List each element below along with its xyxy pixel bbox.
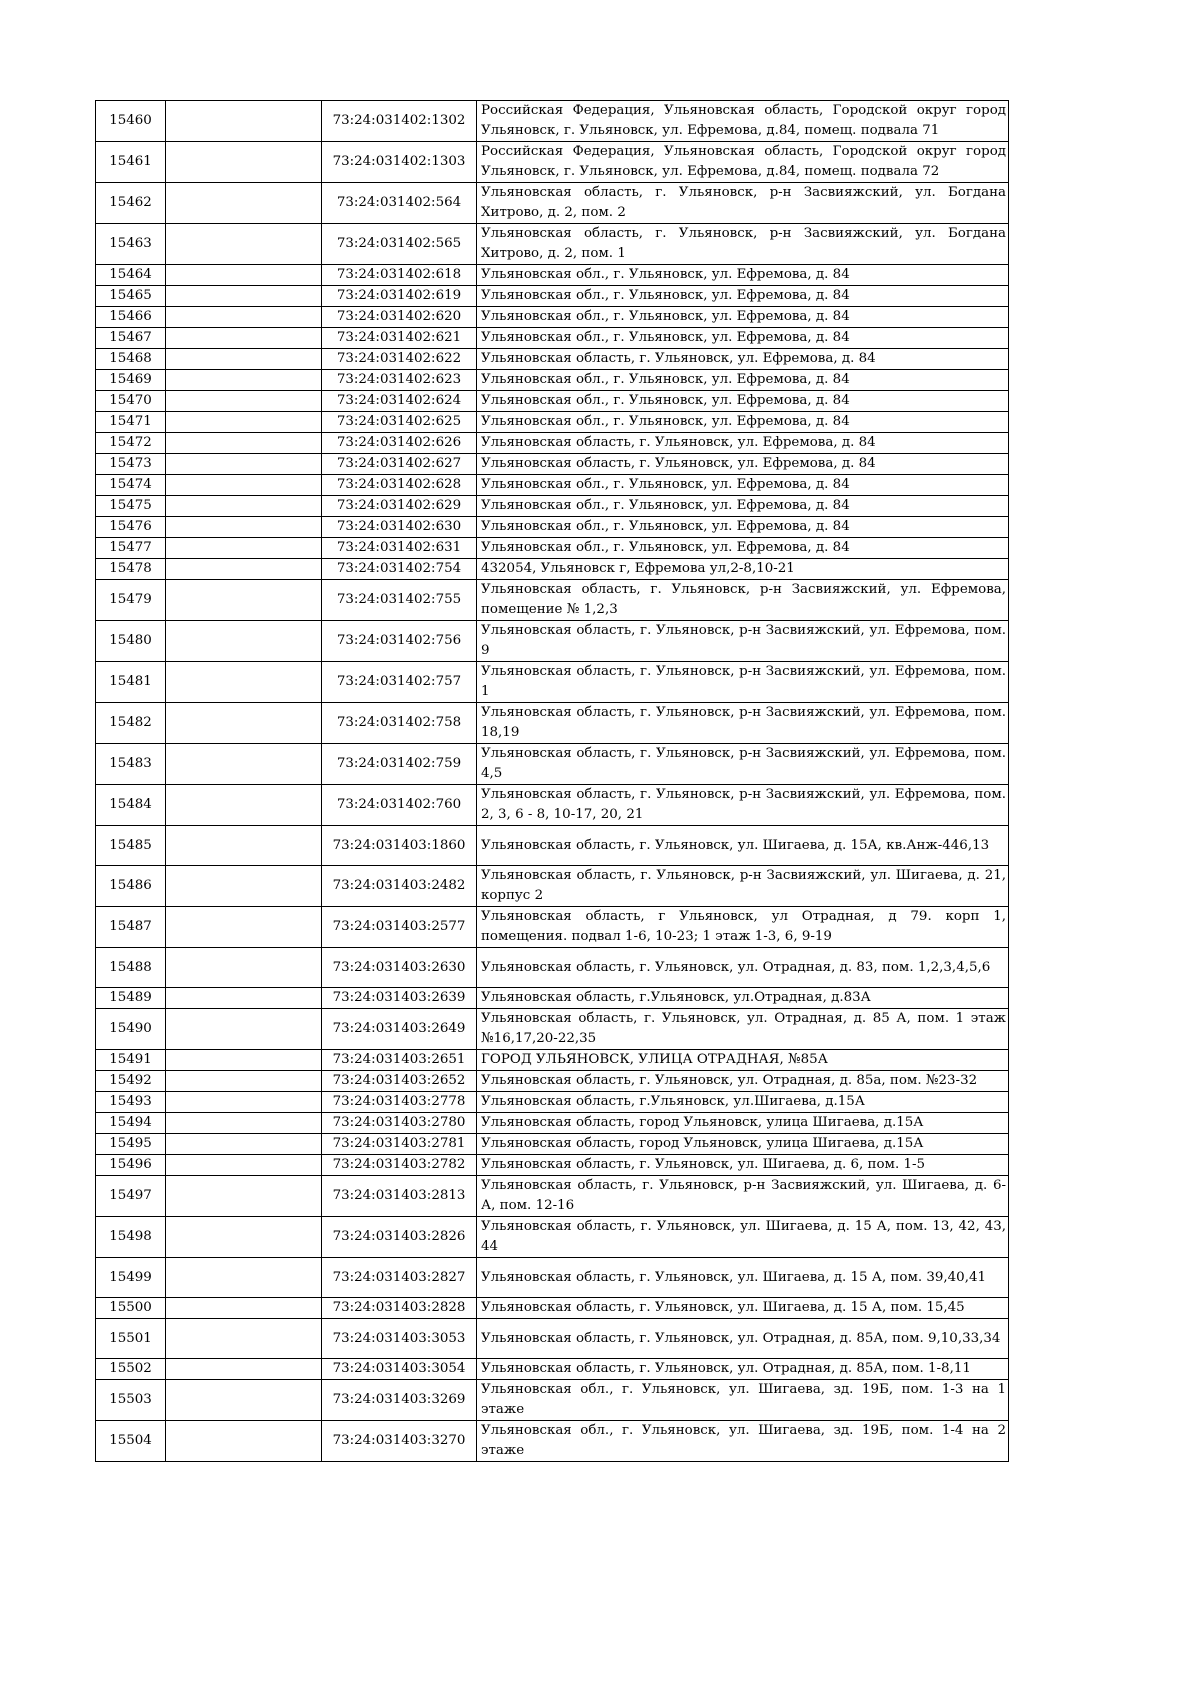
table-row <box>96 1134 1009 1155</box>
table-row <box>96 1092 1009 1113</box>
cadastral-number-cell: 73:24:031402:629 <box>322 496 477 517</box>
row-number-cell: 15491 <box>96 1050 166 1071</box>
address-cell: Ульяновская обл., г. Ульяновск, ул. Ефремова, д. 84 <box>477 538 1009 559</box>
cadastral-number-cell: 73:24:031402:631 <box>322 538 477 559</box>
row-empty-cell <box>166 496 322 517</box>
table-row <box>96 1155 1009 1176</box>
table-row <box>96 286 1009 307</box>
row-empty-cell <box>166 866 322 907</box>
row-empty-cell <box>166 907 322 948</box>
address-cell: Ульяновская область, г. Ульяновск, ул. Ефремова, д. 84 <box>477 433 1009 454</box>
row-number-cell: 15466 <box>96 307 166 328</box>
row-number-cell: 15473 <box>96 454 166 475</box>
row-number-cell: 15500 <box>96 1298 166 1319</box>
table-row <box>96 328 1009 349</box>
row-empty-cell <box>166 1113 322 1134</box>
table-row <box>96 948 1009 988</box>
row-number-cell: 15485 <box>96 826 166 866</box>
row-number-cell: 15484 <box>96 785 166 826</box>
row-number-cell: 15464 <box>96 265 166 286</box>
row-empty-cell <box>166 1155 322 1176</box>
table-row <box>96 1071 1009 1092</box>
cadastral-number-cell: 73:24:031403:1860 <box>322 826 477 866</box>
cadastral-number-cell: 73:24:031402:619 <box>322 286 477 307</box>
address-cell: Ульяновская обл., г. Ульяновск, ул. Ефремова, д. 84 <box>477 286 1009 307</box>
address-cell: Ульяновская область, г. Ульяновск, ул. Шигаева, д. 15 А, пом. 15,45 <box>477 1298 1009 1319</box>
row-empty-cell <box>166 224 322 265</box>
row-number-cell: 15461 <box>96 142 166 183</box>
table-row <box>96 826 1009 866</box>
cadastral-number-cell: 73:24:031402:618 <box>322 265 477 286</box>
address-cell: Ульяновская обл., г. Ульяновск, ул. Шигаева, зд. 19Б, пом. 1-4 на 2 этаже <box>477 1421 1009 1462</box>
cadastral-number-cell: 73:24:031403:2577 <box>322 907 477 948</box>
table-row <box>96 538 1009 559</box>
address-cell: Ульяновская область, г. Ульяновск, ул. Отрадная, д. 85А, пом. 9,10,33,34 <box>477 1319 1009 1359</box>
row-empty-cell <box>166 1421 322 1462</box>
row-empty-cell <box>166 101 322 142</box>
address-cell: Ульяновская область, г. Ульяновск, ул. Отрадная, д. 83, пом. 1,2,3,4,5,6 <box>477 948 1009 988</box>
row-empty-cell <box>166 744 322 785</box>
cadastral-number-cell: 73:24:031403:2827 <box>322 1258 477 1298</box>
address-cell: Ульяновская область, г. Ульяновск, ул. Шигаева, д. 15 А, пом. 39,40,41 <box>477 1258 1009 1298</box>
table-row <box>96 475 1009 496</box>
row-empty-cell <box>166 433 322 454</box>
table-row <box>96 412 1009 433</box>
row-empty-cell <box>166 621 322 662</box>
cadastral-number-cell: 73:24:031402:622 <box>322 349 477 370</box>
table-row <box>96 1009 1009 1050</box>
property-table <box>95 100 1009 1462</box>
address-cell: Ульяновская область, г. Ульяновск, ул. Ефремова, д. 84 <box>477 454 1009 475</box>
cadastral-number-cell: 73:24:031402:564 <box>322 183 477 224</box>
row-number-cell: 15475 <box>96 496 166 517</box>
address-cell: Ульяновская обл., г. Ульяновск, ул. Ефремова, д. 84 <box>477 496 1009 517</box>
row-empty-cell <box>166 349 322 370</box>
table-row <box>96 183 1009 224</box>
table-row <box>96 1359 1009 1380</box>
table-row <box>96 988 1009 1009</box>
address-cell: Ульяновская обл., г. Ульяновск, ул. Ефремова, д. 84 <box>477 328 1009 349</box>
table-row <box>96 1380 1009 1421</box>
address-cell: Ульяновская область, г. Ульяновск, ул. Ефремова, д. 84 <box>477 349 1009 370</box>
cadastral-number-cell: 73:24:031403:2828 <box>322 1298 477 1319</box>
cadastral-number-cell: 73:24:031402:755 <box>322 580 477 621</box>
table-row <box>96 433 1009 454</box>
address-cell: Ульяновская обл., г. Ульяновск, ул. Шигаева, зд. 19Б, пом. 1-3 на 1 этаже <box>477 1380 1009 1421</box>
row-number-cell: 15486 <box>96 866 166 907</box>
row-empty-cell <box>166 1298 322 1319</box>
row-number-cell: 15479 <box>96 580 166 621</box>
address-cell: Ульяновская область, г. Ульяновск, ул. Отрадная, д. 85 А, пом. 1 этаж №16,17,20-22,35 <box>477 1009 1009 1050</box>
table-row <box>96 307 1009 328</box>
cadastral-number-cell: 73:24:031403:2782 <box>322 1155 477 1176</box>
cadastral-number-cell: 73:24:031403:2649 <box>322 1009 477 1050</box>
cadastral-number-cell: 73:24:031403:2639 <box>322 988 477 1009</box>
table-row <box>96 1113 1009 1134</box>
row-empty-cell <box>166 1380 322 1421</box>
row-number-cell: 15497 <box>96 1176 166 1217</box>
address-cell: Ульяновская область, г. Ульяновск, р-н Засвияжский, ул. Ефремова, пом. 9 <box>477 621 1009 662</box>
cadastral-number-cell: 73:24:031402:760 <box>322 785 477 826</box>
table-row <box>96 662 1009 703</box>
cadastral-number-cell: 73:24:031403:3053 <box>322 1319 477 1359</box>
table-row <box>96 785 1009 826</box>
row-empty-cell <box>166 1009 322 1050</box>
address-cell: Ульяновская область, г. Ульяновск, ул. Шигаева, д. 6, пом. 1-5 <box>477 1155 1009 1176</box>
row-empty-cell <box>166 1319 322 1359</box>
row-number-cell: 15498 <box>96 1217 166 1258</box>
table-row <box>96 1050 1009 1071</box>
cadastral-number-cell: 73:24:031402:759 <box>322 744 477 785</box>
row-empty-cell <box>166 286 322 307</box>
table-row <box>96 454 1009 475</box>
table-row <box>96 866 1009 907</box>
cadastral-number-cell: 73:24:031403:2781 <box>322 1134 477 1155</box>
address-cell: Ульяновская обл., г. Ульяновск, ул. Ефремова, д. 84 <box>477 412 1009 433</box>
cadastral-number-cell: 73:24:031402:565 <box>322 224 477 265</box>
row-number-cell: 15469 <box>96 370 166 391</box>
row-empty-cell <box>166 454 322 475</box>
table-row <box>96 744 1009 785</box>
table-row <box>96 621 1009 662</box>
address-cell: Ульяновская обл., г. Ульяновск, ул. Ефремова, д. 84 <box>477 307 1009 328</box>
row-empty-cell <box>166 988 322 1009</box>
cadastral-number-cell: 73:24:031403:2778 <box>322 1092 477 1113</box>
row-empty-cell <box>166 517 322 538</box>
cadastral-number-cell: 73:24:031402:623 <box>322 370 477 391</box>
cadastral-number-cell: 73:24:031402:630 <box>322 517 477 538</box>
row-number-cell: 15488 <box>96 948 166 988</box>
table-row <box>96 1421 1009 1462</box>
table-row <box>96 517 1009 538</box>
address-cell: Ульяновская обл., г. Ульяновск, ул. Ефремова, д. 84 <box>477 475 1009 496</box>
row-empty-cell <box>166 328 322 349</box>
address-cell: Ульяновская обл., г. Ульяновск, ул. Ефремова, д. 84 <box>477 517 1009 538</box>
table-row <box>96 907 1009 948</box>
address-cell: Ульяновская область, г. Ульяновск, р-н Засвияжский, ул. Ефремова, пом. 18,19 <box>477 703 1009 744</box>
row-number-cell: 15474 <box>96 475 166 496</box>
table-row <box>96 391 1009 412</box>
table-row <box>96 580 1009 621</box>
row-number-cell: 15465 <box>96 286 166 307</box>
row-empty-cell <box>166 559 322 580</box>
address-cell: Ульяновская область, г. Ульяновск, ул. Отрадная, д. 85А, пом. 1-8,11 <box>477 1359 1009 1380</box>
address-cell: Ульяновская область, город Ульяновск, улица Шигаева, д.15А <box>477 1134 1009 1155</box>
row-empty-cell <box>166 265 322 286</box>
address-cell: Ульяновская обл., г. Ульяновск, ул. Ефремова, д. 84 <box>477 391 1009 412</box>
address-cell: Ульяновская область, г. Ульяновск, р-н Засвияжский, ул. Богдана Хитрово, д. 2, пом. 2 <box>477 183 1009 224</box>
address-cell: Ульяновская область, г. Ульяновск, ул. Шигаева, д. 15 А, пом. 13, 42, 43, 44 <box>477 1217 1009 1258</box>
row-empty-cell <box>166 370 322 391</box>
row-empty-cell <box>166 1134 322 1155</box>
table-body <box>96 101 1009 1462</box>
cadastral-number-cell: 73:24:031402:626 <box>322 433 477 454</box>
cadastral-number-cell: 73:24:031402:1303 <box>322 142 477 183</box>
row-number-cell: 15499 <box>96 1258 166 1298</box>
cadastral-number-cell: 73:24:031403:3054 <box>322 1359 477 1380</box>
cadastral-number-cell: 73:24:031402:754 <box>322 559 477 580</box>
cadastral-number-cell: 73:24:031402:756 <box>322 621 477 662</box>
row-number-cell: 15462 <box>96 183 166 224</box>
address-cell: Ульяновская обл., г. Ульяновск, ул. Ефремова, д. 84 <box>477 370 1009 391</box>
address-cell: Ульяновская область, г. Ульяновск, ул. Отрадная, д. 85а, пом. №23-32 <box>477 1071 1009 1092</box>
table-row <box>96 496 1009 517</box>
row-empty-cell <box>166 538 322 559</box>
row-empty-cell <box>166 580 322 621</box>
row-empty-cell <box>166 1071 322 1092</box>
table-row <box>96 703 1009 744</box>
cadastral-number-cell: 73:24:031403:2780 <box>322 1113 477 1134</box>
cadastral-number-cell: 73:24:031402:628 <box>322 475 477 496</box>
address-cell: Ульяновская область, г. Ульяновск, р-н Засвияжский, ул. Ефремова, пом. 1 <box>477 662 1009 703</box>
address-cell: Ульяновская область, г. Ульяновск, р-н Засвияжский, ул. Ефремова, пом. 2, 3, 6 - 8, 10-17, 20, 21 <box>477 785 1009 826</box>
row-number-cell: 15482 <box>96 703 166 744</box>
row-empty-cell <box>166 785 322 826</box>
row-number-cell: 15478 <box>96 559 166 580</box>
row-empty-cell <box>166 1359 322 1380</box>
address-cell: Ульяновская область, г. Ульяновск, р-н Засвияжский, ул. Шигаева, д. 6-А, пом. 12-16 <box>477 1176 1009 1217</box>
row-number-cell: 15483 <box>96 744 166 785</box>
table-row <box>96 1298 1009 1319</box>
row-number-cell: 15467 <box>96 328 166 349</box>
address-cell: Ульяновская область, г.Ульяновск, ул.Отрадная, д.83А <box>477 988 1009 1009</box>
cadastral-number-cell: 73:24:031402:620 <box>322 307 477 328</box>
address-cell: Ульяновская область, г. Ульяновск, ул. Шигаева, д. 15А, кв.Анж-446,13 <box>477 826 1009 866</box>
row-empty-cell <box>166 1050 322 1071</box>
cadastral-number-cell: 73:24:031403:2482 <box>322 866 477 907</box>
row-number-cell: 15496 <box>96 1155 166 1176</box>
row-number-cell: 15471 <box>96 412 166 433</box>
cadastral-number-cell: 73:24:031403:2826 <box>322 1217 477 1258</box>
table-row <box>96 1176 1009 1217</box>
table-row <box>96 1217 1009 1258</box>
row-number-cell: 15493 <box>96 1092 166 1113</box>
cadastral-number-cell: 73:24:031402:624 <box>322 391 477 412</box>
table-row <box>96 1258 1009 1298</box>
cadastral-number-cell: 73:24:031402:1302 <box>322 101 477 142</box>
row-number-cell: 15481 <box>96 662 166 703</box>
address-cell: 432054, Ульяновск г, Ефремова ул,2-8,10-21 <box>477 559 1009 580</box>
row-number-cell: 15495 <box>96 1134 166 1155</box>
cadastral-number-cell: 73:24:031402:757 <box>322 662 477 703</box>
row-number-cell: 15492 <box>96 1071 166 1092</box>
cadastral-number-cell: 73:24:031402:758 <box>322 703 477 744</box>
row-number-cell: 15477 <box>96 538 166 559</box>
row-empty-cell <box>166 662 322 703</box>
cadastral-number-cell: 73:24:031403:3269 <box>322 1380 477 1421</box>
row-number-cell: 15502 <box>96 1359 166 1380</box>
table-row <box>96 1319 1009 1359</box>
address-cell: Российская Федерация, Ульяновская область, Городской округ город Ульяновск, г. Ульяновск, ул. Ефремова, д.84, помещ. подвала 72 <box>477 142 1009 183</box>
row-empty-cell <box>166 307 322 328</box>
row-empty-cell <box>166 142 322 183</box>
row-number-cell: 15472 <box>96 433 166 454</box>
table-row <box>96 349 1009 370</box>
address-cell: Ульяновская область, г. Ульяновск, р-н Засвияжский, ул. Богдана Хитрово, д. 2, пом. 1 <box>477 224 1009 265</box>
row-empty-cell <box>166 183 322 224</box>
address-cell: ГОРОД УЛЬЯНОВСК, УЛИЦА ОТРАДНАЯ, №85А <box>477 1050 1009 1071</box>
cadastral-number-cell: 73:24:031402:625 <box>322 412 477 433</box>
row-number-cell: 15480 <box>96 621 166 662</box>
cadastral-number-cell: 73:24:031403:3270 <box>322 1421 477 1462</box>
table-row <box>96 142 1009 183</box>
cadastral-number-cell: 73:24:031403:2813 <box>322 1176 477 1217</box>
address-cell: Ульяновская область, г. Ульяновск, р-н Засвияжский, ул. Ефремова, помещение № 1,2,3 <box>477 580 1009 621</box>
address-cell: Ульяновская область, г.Ульяновск, ул.Шигаева, д.15А <box>477 1092 1009 1113</box>
row-number-cell: 15490 <box>96 1009 166 1050</box>
row-empty-cell <box>166 475 322 496</box>
row-empty-cell <box>166 948 322 988</box>
row-number-cell: 15501 <box>96 1319 166 1359</box>
row-empty-cell <box>166 703 322 744</box>
cadastral-number-cell: 73:24:031403:2651 <box>322 1050 477 1071</box>
cadastral-number-cell: 73:24:031402:627 <box>322 454 477 475</box>
row-empty-cell <box>166 1176 322 1217</box>
address-cell: Ульяновская обл., г. Ульяновск, ул. Ефремова, д. 84 <box>477 265 1009 286</box>
address-cell: Российская Федерация, Ульяновская область, Городской округ город Ульяновск, г. Ульяновск, ул. Ефремова, д.84, помещ. подвала 71 <box>477 101 1009 142</box>
row-number-cell: 15504 <box>96 1421 166 1462</box>
row-empty-cell <box>166 1092 322 1113</box>
address-cell: Ульяновская область, г Ульяновск, ул Отрадная, д 79. корп 1, помещения. подвал 1-6, 10-23; 1 этаж 1-3, 6, 9-19 <box>477 907 1009 948</box>
row-empty-cell <box>166 391 322 412</box>
row-number-cell: 15463 <box>96 224 166 265</box>
cadastral-number-cell: 73:24:031402:621 <box>322 328 477 349</box>
address-cell: Ульяновская область, г. Ульяновск, р-н Засвияжский, ул. Шигаева, д. 21, корпус 2 <box>477 866 1009 907</box>
row-empty-cell <box>166 1258 322 1298</box>
table-row <box>96 370 1009 391</box>
address-cell: Ульяновская область, г. Ульяновск, р-н Засвияжский, ул. Ефремова, пом. 4,5 <box>477 744 1009 785</box>
address-cell: Ульяновская область, город Ульяновск, улица Шигаева, д.15А <box>477 1113 1009 1134</box>
row-number-cell: 15460 <box>96 101 166 142</box>
row-number-cell: 15487 <box>96 907 166 948</box>
row-number-cell: 15476 <box>96 517 166 538</box>
table-row <box>96 265 1009 286</box>
row-number-cell: 15503 <box>96 1380 166 1421</box>
table-row <box>96 559 1009 580</box>
row-number-cell: 15489 <box>96 988 166 1009</box>
row-number-cell: 15468 <box>96 349 166 370</box>
table-row <box>96 224 1009 265</box>
table-row <box>96 101 1009 142</box>
row-empty-cell <box>166 412 322 433</box>
row-number-cell: 15470 <box>96 391 166 412</box>
row-empty-cell <box>166 826 322 866</box>
row-empty-cell <box>166 1217 322 1258</box>
row-number-cell: 15494 <box>96 1113 166 1134</box>
cadastral-number-cell: 73:24:031403:2652 <box>322 1071 477 1092</box>
cadastral-number-cell: 73:24:031403:2630 <box>322 948 477 988</box>
